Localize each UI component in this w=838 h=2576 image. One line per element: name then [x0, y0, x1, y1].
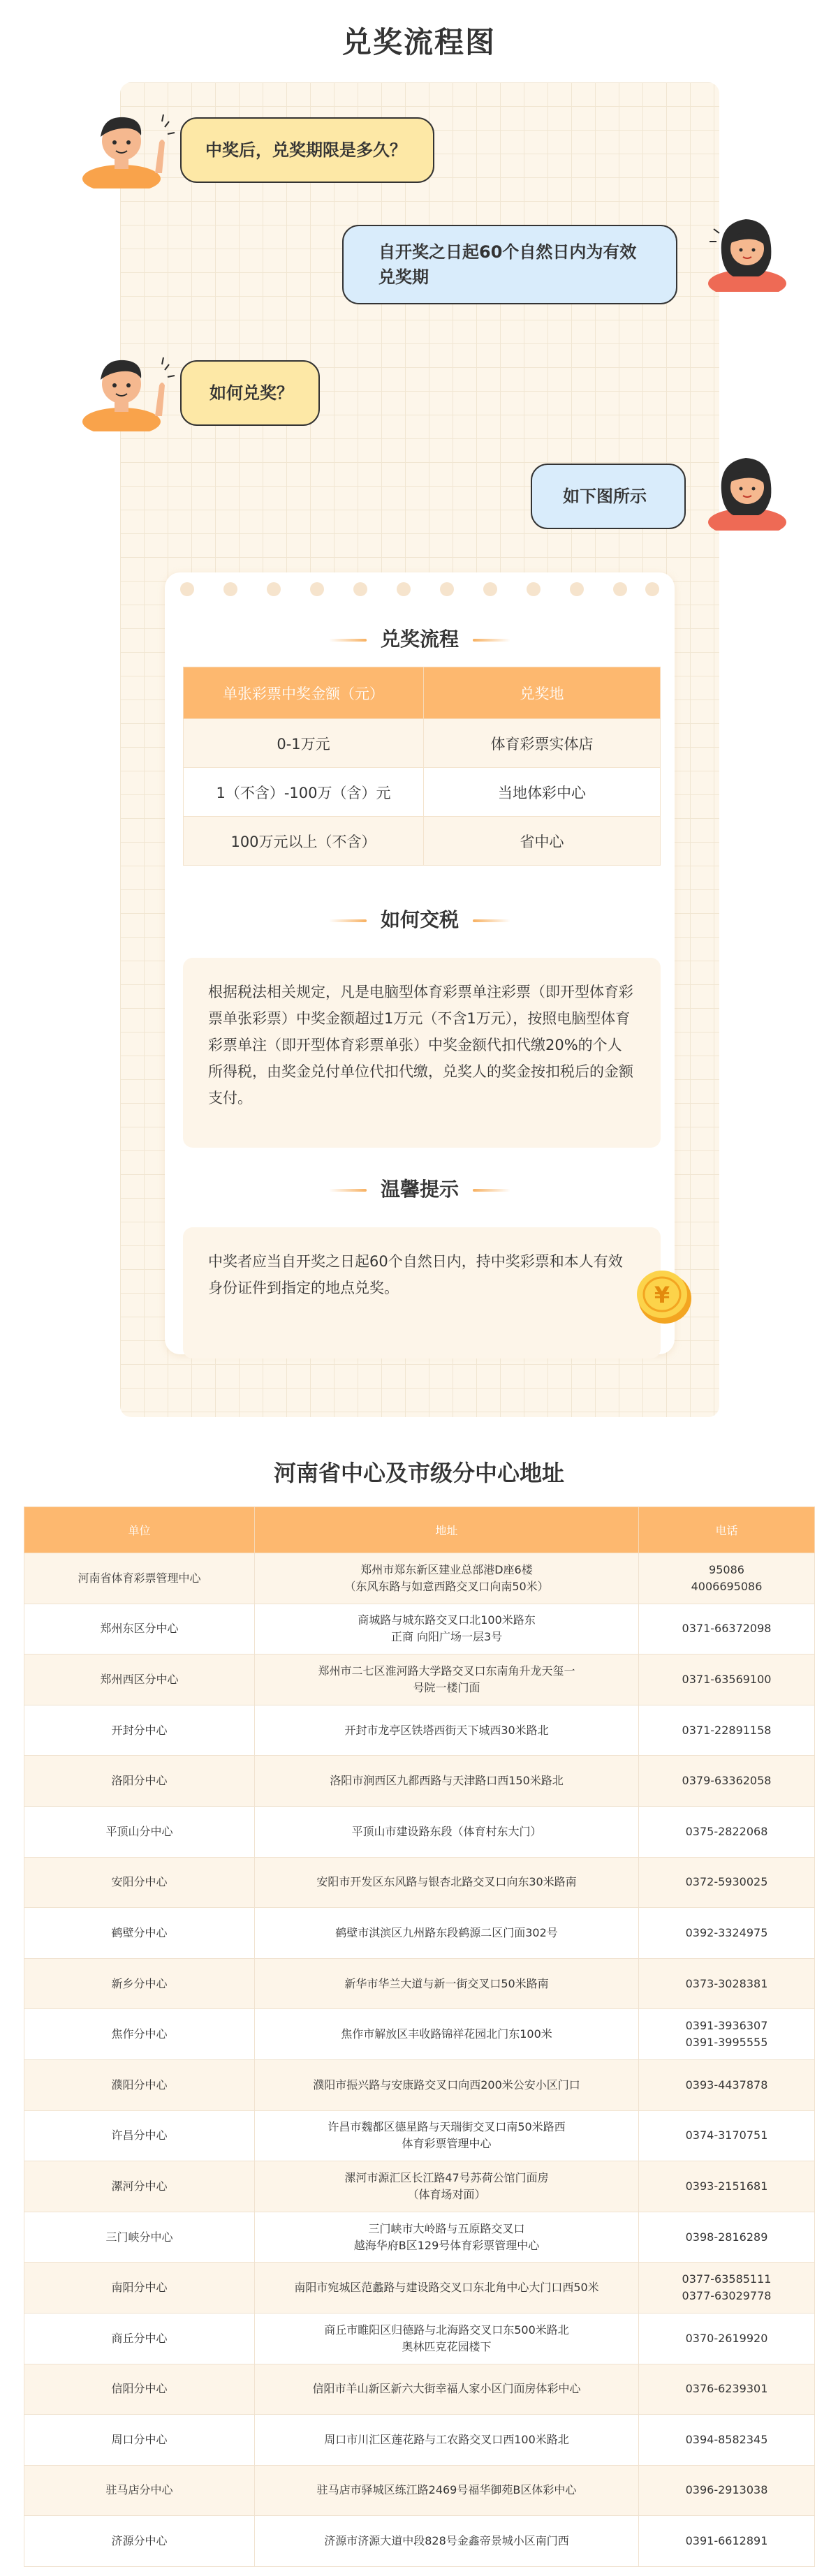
table-row	[24, 1655, 815, 1705]
phone-cell: 0396-2913038	[639, 2465, 815, 2516]
table-header: 兑奖地	[424, 667, 661, 719]
address-cell: 平顶山市建设路东段（体育村东大门）	[255, 1806, 639, 1857]
table-row	[24, 2516, 815, 2567]
phone-cell: 0371-63569100	[639, 1655, 815, 1705]
table-row	[24, 2313, 815, 2364]
unit-cell: 漯河分中心	[24, 2161, 255, 2212]
table-header: 地址	[255, 1507, 639, 1553]
address-cell: 三门峡市大岭路与五原路交叉口 越海华府B区129号体育彩票管理中心	[255, 2212, 639, 2263]
table-row	[24, 1756, 815, 1807]
table-row	[24, 1553, 815, 1604]
amount-cell: 1（不含）-100万（含）元	[184, 768, 424, 817]
answer-text: 如下图所示	[563, 487, 647, 506]
phone-cell: 0393-2151681	[639, 2161, 815, 2212]
man-avatar-icon	[73, 349, 177, 431]
unit-cell: 开封分中心	[24, 1705, 255, 1756]
table-header: 电话	[639, 1507, 815, 1553]
unit-cell: 濮阳分中心	[24, 2059, 255, 2110]
place-cell: 当地体彩中心	[424, 768, 661, 817]
section-title-tips: 温馨提示	[165, 1174, 675, 1202]
table-header: 单位	[24, 1507, 255, 1553]
address-cell: 新华市华兰大道与新一街交叉口50米路南	[255, 1958, 639, 2009]
table-row	[24, 2465, 815, 2516]
address-cell: 鹤壁市淇滨区九州路东段鹤源二区门面302号	[255, 1908, 639, 1959]
answer-text-line1: 自开奖之日起60个自然日内为有效	[378, 242, 637, 262]
unit-cell: 济源分中心	[24, 2516, 255, 2567]
address-cell: 郑州市郑东新区建业总部港D座6楼 （东风东路与如意西路交叉口向南50米）	[255, 1553, 639, 1604]
phone-cell: 0374-3170751	[639, 2110, 815, 2161]
tax-text: 根据税法相关规定，凡是电脑型体育彩票单注彩票（即开型体育彩票单张彩票）中奖金额超过1万元（不含1万元），按照电脑型体育彩票单注（即开型体育彩票单张）中奖金额代扣代缴20%的个人所得税，由奖金兑付单位代扣代缴，兑奖人的奖金按扣税后的金额支付。	[208, 984, 633, 1106]
phone-cell: 0391-3936307 0391-3995555	[639, 2009, 815, 2060]
address-section-title: 河南省中心及市级分中心地址	[273, 1460, 564, 1486]
table-row	[184, 719, 661, 768]
phone-cell: 0398-2816289	[639, 2212, 815, 2263]
prize-flow-table	[183, 667, 661, 866]
phone-cell: 0377-63585111 0377-63029778	[639, 2263, 815, 2314]
table-row	[24, 1908, 815, 1959]
unit-cell: 南阳分中心	[24, 2263, 255, 2314]
tips-text: 中奖者应当自开奖之日起60个自然日内，持中奖彩票和本人有效身份证件到指定的地点兑奖。	[208, 1253, 623, 1296]
unit-cell: 信阳分中心	[24, 2364, 255, 2415]
phone-cell: 95086 4006695086	[639, 1553, 815, 1604]
unit-cell: 商丘分中心	[24, 2313, 255, 2364]
address-cell: 商城路与城东路交叉口北100米路东 正商 向阳广场一层3号	[255, 1604, 639, 1655]
address-cell: 许昌市魏都区德星路与天瑞街交叉口南50米路西 体育彩票管理中心	[255, 2110, 639, 2161]
unit-cell: 鹤壁分中心	[24, 1908, 255, 1959]
card-binding-dots	[180, 582, 659, 598]
unit-cell: 平顶山分中心	[24, 1806, 255, 1857]
unit-cell: 新乡分中心	[24, 1958, 255, 2009]
phone-cell: 0371-22891158	[639, 1705, 815, 1756]
table-row	[24, 1705, 815, 1756]
woman-avatar-icon	[691, 209, 796, 292]
address-cell: 信阳市羊山新区新六大街幸福人家小区门面房体彩中心	[255, 2364, 639, 2415]
phone-cell: 0375-2822068	[639, 1806, 815, 1857]
page-title: 兑奖流程图	[341, 25, 496, 59]
man-avatar-icon	[73, 106, 177, 188]
address-cell: 洛阳市涧西区九都西路与天津路口西150米路北	[255, 1756, 639, 1807]
address-cell: 郑州市二七区淮河路大学路交叉口东南角升龙天玺一 号院一楼门面	[255, 1655, 639, 1705]
address-cell: 济源市济源大道中段828号金鑫帝景城小区南门西	[255, 2516, 639, 2567]
address-cell: 濮阳市振兴路与安康路交叉口向西200米公安小区门口	[255, 2059, 639, 2110]
table-row	[24, 2009, 815, 2060]
svg-text:¥: ¥	[654, 1282, 670, 1308]
address-cell: 漯河市源汇区长江路47号苏荷公馆门面房 （体育场对面）	[255, 2161, 639, 2212]
unit-cell: 安阳分中心	[24, 1857, 255, 1908]
table-row	[24, 2059, 815, 2110]
table-row	[24, 1958, 815, 2009]
phone-cell: 0379-63362058	[639, 1756, 815, 1807]
tips-text-box	[183, 1227, 661, 1359]
unit-cell: 三门峡分中心	[24, 2212, 255, 2263]
table-row	[24, 1857, 815, 1908]
phone-cell: 0391-6612891	[639, 2516, 815, 2567]
question-text: 如何兑奖？	[210, 383, 293, 403]
answer-bubble-how	[531, 464, 686, 529]
table-row	[24, 2263, 815, 2314]
phone-cell: 0393-4437878	[639, 2059, 815, 2110]
table-row	[184, 768, 661, 817]
amount-cell: 0-1万元	[184, 719, 424, 768]
table-row	[24, 1806, 815, 1857]
phone-cell: 0372-5930025	[639, 1857, 815, 1908]
unit-cell: 郑州西区分中心	[24, 1655, 255, 1705]
table-row	[24, 2212, 815, 2263]
unit-cell: 河南省体育彩票管理中心	[24, 1553, 255, 1604]
coin-icon	[633, 1264, 696, 1326]
unit-cell: 许昌分中心	[24, 2110, 255, 2161]
tax-text-box	[183, 958, 661, 1148]
amount-cell: 100万元以上（不含）	[184, 817, 424, 866]
table-header: 单张彩票中奖金额（元）	[184, 667, 424, 719]
place-cell: 省中心	[424, 817, 661, 866]
section-title-tax: 如何交税	[165, 905, 675, 933]
answer-bubble-deadline	[342, 225, 677, 304]
question-text: 中奖后，兑奖期限是多久？	[205, 140, 406, 160]
phone-cell: 0371-66372098	[639, 1604, 815, 1655]
table-row	[24, 2110, 815, 2161]
table-row	[24, 1604, 815, 1655]
woman-avatar-icon	[691, 448, 796, 531]
unit-cell: 驻马店分中心	[24, 2465, 255, 2516]
section-title-flow: 兑奖流程	[165, 624, 675, 652]
table-row	[24, 2415, 815, 2466]
table-row	[184, 817, 661, 866]
unit-cell: 周口分中心	[24, 2415, 255, 2466]
phone-cell: 0376-6239301	[639, 2364, 815, 2415]
address-cell: 商丘市睢阳区归德路与北海路交叉口东500米路北 奥林匹克花园楼下	[255, 2313, 639, 2364]
answer-text-line2: 兑奖期	[378, 267, 429, 287]
phone-cell: 0370-2619920	[639, 2313, 815, 2364]
question-bubble-deadline	[180, 117, 434, 183]
question-bubble-how	[180, 360, 320, 426]
unit-cell: 郑州东区分中心	[24, 1604, 255, 1655]
table-row	[24, 2364, 815, 2415]
address-cell: 驻马店市驿城区练江路2469号福华御苑B区体彩中心	[255, 2465, 639, 2516]
phone-cell: 0392-3324975	[639, 1908, 815, 1959]
address-cell: 安阳市开发区东风路与银杏北路交叉口向东30米路南	[255, 1857, 639, 1908]
unit-cell: 洛阳分中心	[24, 1756, 255, 1807]
place-cell: 体育彩票实体店	[424, 719, 661, 768]
phone-cell: 0394-8582345	[639, 2415, 815, 2466]
prize-info-card	[165, 572, 675, 1354]
address-cell: 周口市川汇区莲花路与工农路交叉口西100米路北	[255, 2415, 639, 2466]
address-cell: 开封市龙亭区铁塔西街天下城西30米路北	[255, 1705, 639, 1756]
address-table	[24, 1507, 815, 2567]
phone-cell: 0373-3028381	[639, 1958, 815, 2009]
table-row	[24, 2161, 815, 2212]
address-cell: 南阳市宛城区范蠡路与建设路交叉口东北角中心大门口西50米	[255, 2263, 639, 2314]
unit-cell: 焦作分中心	[24, 2009, 255, 2060]
address-cell: 焦作市解放区丰收路锦祥花园北门东100米	[255, 2009, 639, 2060]
